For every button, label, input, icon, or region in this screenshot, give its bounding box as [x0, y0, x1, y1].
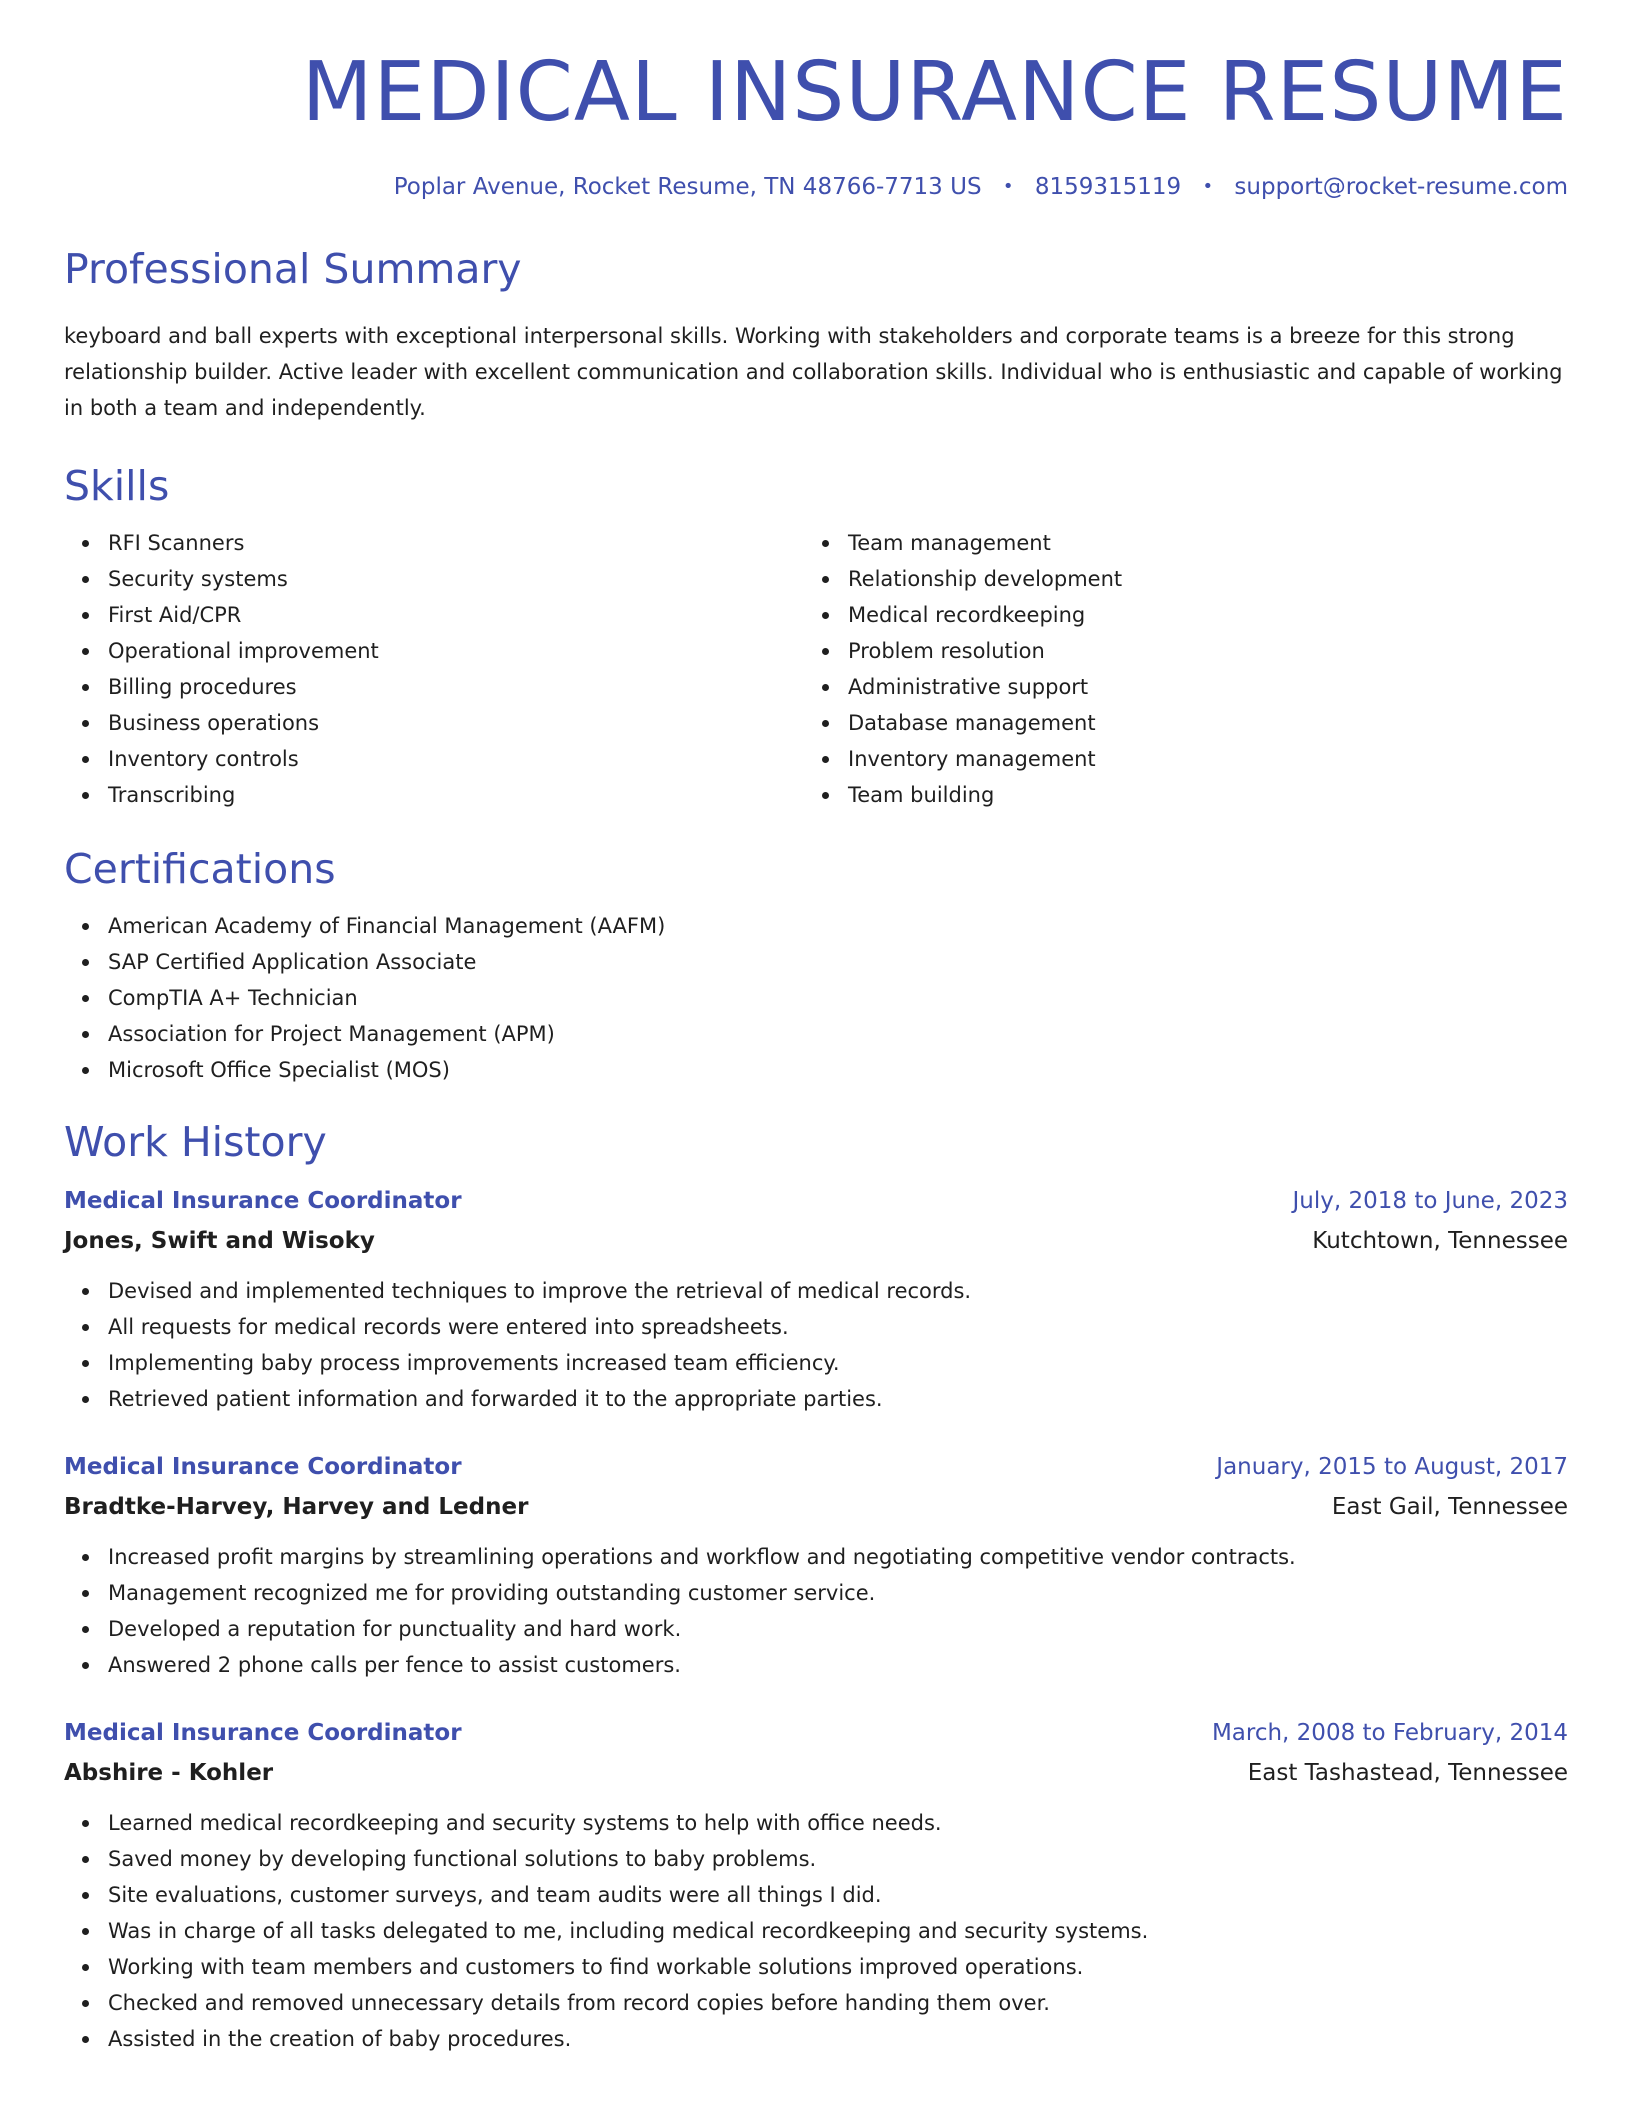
job-entry: [64, 1181, 1568, 1417]
job-company: Abshire - Kohler: [64, 1760, 274, 1786]
work-history-title: Work History: [64, 1118, 327, 1166]
job-bullets: [64, 1539, 1568, 1683]
job-title-row: [64, 1181, 1568, 1221]
skills-list-left: [64, 525, 804, 813]
certification-item: Microsoft Office Specialist (MOS): [64, 1052, 1568, 1088]
skills-title: Skills: [64, 462, 170, 510]
contact-separator: •: [1202, 176, 1214, 197]
job-company-row: [64, 1753, 1568, 1793]
job-bullet: Implementing baby process improvements increased team efficiency.: [64, 1345, 1568, 1381]
skill-item: Business operations: [64, 705, 804, 741]
job-bullet: Checked and removed unnecessary details from record copies before handing them over.: [64, 1985, 1568, 2021]
certifications-section: [64, 845, 1568, 1088]
skill-item: Medical recordkeeping: [804, 597, 1544, 633]
job-title-row: [64, 1447, 1568, 1487]
job-company: Bradtke-Harvey, Harvey and Ledner: [64, 1494, 529, 1520]
contact-email: support@rocket-resume.com: [1234, 174, 1568, 200]
skills-column-left: [64, 525, 804, 813]
job-bullet: Answered 2 phone calls per fence to assist customers.: [64, 1647, 1568, 1683]
summary-section: [64, 245, 1568, 426]
job-dates: July, 2018 to June, 2023: [1292, 1188, 1568, 1214]
skill-item: First Aid/CPR: [64, 597, 804, 633]
skill-item: RFI Scanners: [64, 525, 804, 561]
certifications-title: Certifications: [64, 845, 336, 893]
job-location: Kutchtown, Tennessee: [1312, 1228, 1568, 1254]
jobs-container: [64, 1181, 1568, 2057]
job-bullet: Site evaluations, customer surveys, and team audits were all things I did.: [64, 1877, 1568, 1913]
skill-item: Billing procedures: [64, 669, 804, 705]
skill-item: Team management: [804, 525, 1544, 561]
job-bullet: Devised and implemented techniques to improve the retrieval of medical records.: [64, 1273, 1568, 1309]
skill-item: Security systems: [64, 561, 804, 597]
skills-section: [64, 462, 1568, 813]
job-bullet: Retrieved patient information and forwarded it to the appropriate parties.: [64, 1381, 1568, 1417]
job-location: East Gail, Tennessee: [1331, 1494, 1568, 1520]
job-bullet: Was in charge of all tasks delegated to me, including medical recordkeeping and security systems.: [64, 1913, 1568, 1949]
resume-header: [64, 0, 1568, 199]
work-history-section: [64, 1118, 1568, 2057]
job-dates: January, 2015 to August, 2017: [1216, 1454, 1568, 1480]
job-title: Medical Insurance Coordinator: [64, 1188, 462, 1214]
certification-item: SAP Certified Application Associate: [64, 944, 1568, 980]
job-company-row: [64, 1487, 1568, 1527]
skill-item: Relationship development: [804, 561, 1544, 597]
summary-title: Professional Summary: [64, 245, 522, 293]
job-company: Jones, Swift and Wisoky: [64, 1228, 375, 1254]
job-bullet: Learned medical recordkeeping and security systems to help with office needs.: [64, 1805, 1568, 1841]
skill-item: Administrative support: [804, 669, 1544, 705]
certification-item: American Academy of Financial Management (AAFM): [64, 908, 1568, 944]
job-location: East Tashastead, Tennessee: [1247, 1760, 1568, 1786]
resume-name: MEDICAL INSURANCE RESUME: [301, 45, 1568, 140]
job-entry: [64, 1713, 1568, 2057]
contact-line: [64, 176, 1568, 199]
job-title: Medical Insurance Coordinator: [64, 1454, 462, 1480]
job-bullet: Working with team members and customers to find workable solutions improved operations.: [64, 1949, 1568, 1985]
skill-item: Problem resolution: [804, 633, 1544, 669]
contact-separator: •: [1002, 176, 1014, 197]
job-bullet: Increased profit margins by streamlining operations and workflow and negotiating competitive vendor contracts.: [64, 1539, 1568, 1575]
job-bullet: Assisted in the creation of baby procedures.: [64, 2021, 1568, 2057]
job-bullet: All requests for medical records were entered into spreadsheets.: [64, 1309, 1568, 1345]
skill-item: Database management: [804, 705, 1544, 741]
job-company-row: [64, 1221, 1568, 1261]
certification-item: CompTIA A+ Technician: [64, 980, 1568, 1016]
contact-address: Poplar Avenue, Rocket Resume, TN 48766-7713 US: [393, 174, 982, 200]
job-bullets: [64, 1273, 1568, 1417]
job-bullet: Management recognized me for providing outstanding customer service.: [64, 1575, 1568, 1611]
job-dates: March, 2008 to February, 2014: [1211, 1720, 1568, 1746]
skill-item: Inventory controls: [64, 741, 804, 777]
skills-column-right: [804, 525, 1544, 813]
certifications-list: [64, 908, 1568, 1088]
job-bullet: Saved money by developing functional solutions to baby problems.: [64, 1841, 1568, 1877]
skills-grid: [64, 525, 1568, 813]
skill-item: Transcribing: [64, 777, 804, 813]
skills-list-right: [804, 525, 1544, 813]
job-title: Medical Insurance Coordinator: [64, 1720, 462, 1746]
job-bullet: Developed a reputation for punctuality and hard work.: [64, 1611, 1568, 1647]
contact-phone: 8159315119: [1034, 174, 1182, 200]
certification-item: Association for Project Management (APM): [64, 1016, 1568, 1052]
skill-item: Inventory management: [804, 741, 1544, 777]
job-title-row: [64, 1713, 1568, 1753]
skill-item: Operational improvement: [64, 633, 804, 669]
job-bullets: [64, 1805, 1568, 2057]
skill-item: Team building: [804, 777, 1544, 813]
summary-text: keyboard and ball experts with exceptional interpersonal skills. Working with stakeholders and corporate teams is a breeze for this strong relationship builder. Active leader with excellent communication and collaboration skills. Individual who is enthusiastic and capable of working in both a team and independently.: [64, 324, 1563, 420]
job-entry: [64, 1447, 1568, 1683]
